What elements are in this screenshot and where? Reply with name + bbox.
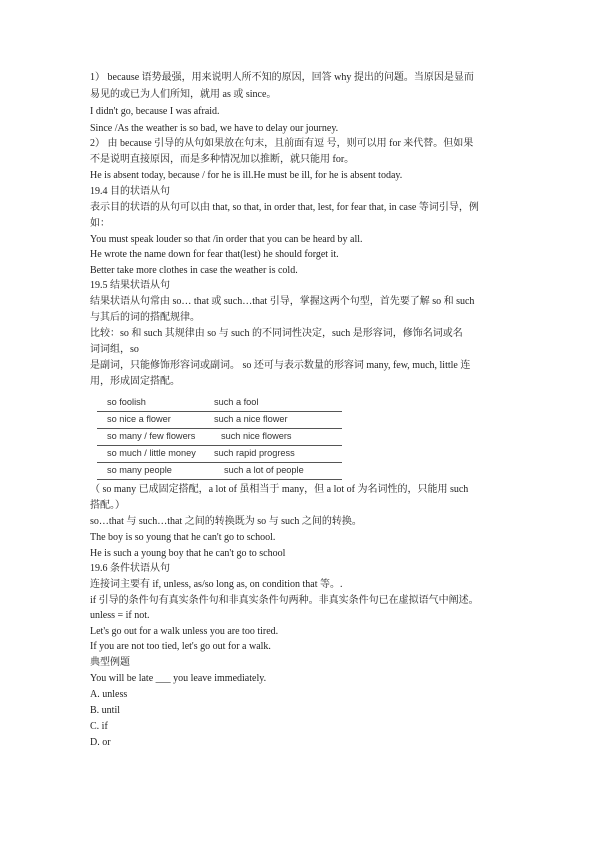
- text-line: I didn't go, because I was afraid.: [90, 106, 220, 117]
- answer-option: C. if: [90, 721, 108, 732]
- text-line: if 引导的条件句有真实条件句和非真实条件句两种。非真实条件句已在虚拟语气中阐述。: [90, 595, 479, 606]
- so-phrase: so many / few flowers: [107, 431, 196, 441]
- collocation-table: [97, 395, 342, 480]
- text-line: You must speak louder so that /in order that you can be heard by all.: [90, 234, 363, 245]
- such-phrase: such nice flowers: [221, 431, 292, 441]
- table-row: [97, 429, 342, 446]
- text-line: If you are not too tied, let's go out for a walk.: [90, 641, 271, 652]
- such-phrase: such a lot of people: [224, 465, 304, 475]
- answer-option: B. until: [90, 705, 121, 716]
- text-line: 连接词主要有 if, unless, as/so long as, on condition that 等。.: [90, 579, 343, 590]
- text-line: He is absent today, because / for he is ill.He must be ill, for he is absent today.: [90, 170, 403, 181]
- text-line: 2） 由 because 引导的从句如果放在句末，且前面有逗 号，则可以用 for 来代替。但如果: [90, 138, 474, 149]
- text-line: He is such a young boy that he can't go to school: [90, 548, 286, 559]
- table-row: [97, 463, 342, 480]
- text-line: 词词组，so: [90, 344, 139, 355]
- answer-option: D. or: [90, 737, 111, 748]
- so-phrase: so nice a flower: [107, 414, 171, 424]
- section-heading: 19.4 目的状语从句: [90, 186, 170, 197]
- such-phrase: such rapid progress: [214, 448, 295, 458]
- question-text: You will be late ___ you leave immediately.: [90, 673, 267, 684]
- text-line: He wrote the name down for fear that(lest) he should forget it.: [90, 249, 339, 260]
- text-line: Better take more clothes in case the weather is cold.: [90, 265, 298, 276]
- text-line: （ so many 已成固定搭配，a lot of 虽相当于 many，但 a lot of 为名词性的，只能用 such: [90, 484, 469, 495]
- text-line: 结果状语从句常由 so… that 或 such…that 引导，掌握这两个句型，首先要了解 so 和 such: [90, 296, 475, 307]
- text-line: unless = if not.: [90, 610, 150, 621]
- text-line: so…that 与 such…that 之间的转换既为 so 与 such 之间的转换。: [90, 516, 362, 527]
- text-line: 是副词，只能修饰形容词或副词。 so 还可与表示数量的形容词 many, few, much, little 连: [90, 360, 471, 371]
- subheading: 典型例题: [90, 657, 130, 668]
- text-line: Let's go out for a walk unless you are too tired.: [90, 626, 279, 637]
- table-row: [97, 446, 342, 463]
- so-phrase: so many people: [107, 465, 172, 475]
- text-line: 比较：so 和 such 其规律由 so 与 such 的不同词性决定，such 是形容词，修饰名词或名: [90, 328, 463, 339]
- text-line: 1） because 语势最强，用来说明人所不知的原因，回答 why 提出的问题。当原因是显而: [90, 72, 474, 83]
- text-line: 易见的或已为人们所知，就用 as 或 since。: [90, 89, 277, 100]
- text-line: Since /As the weather is so bad, we have to delay our journey.: [90, 123, 339, 134]
- text-line: 与其后的词的搭配规律。: [90, 312, 200, 323]
- answer-option: A. unless: [90, 689, 128, 700]
- section-heading: 19.5 结果状语从句: [90, 280, 170, 291]
- text-line: 如：: [90, 218, 110, 229]
- such-phrase: such a fool: [214, 397, 259, 407]
- text-line: 表示目的状语的从句可以由 that, so that, in order that, lest, for fear that, in case 等词引导，例: [90, 202, 479, 213]
- table-row: [97, 395, 342, 412]
- text-line: 用，形成固定搭配。: [90, 376, 180, 387]
- text-line: The boy is so young that he can't go to school.: [90, 532, 276, 543]
- table-row: [97, 412, 342, 429]
- text-line: 搭配。）: [90, 500, 125, 511]
- section-heading: 19.6 条件状语从句: [90, 563, 170, 574]
- so-phrase: so foolish: [107, 397, 146, 407]
- so-phrase: so much / little money: [107, 448, 196, 458]
- such-phrase: such a nice flower: [214, 414, 288, 424]
- text-line: 不是说明直接原因，而是多种情况加以推断，就只能用 for。: [90, 154, 355, 165]
